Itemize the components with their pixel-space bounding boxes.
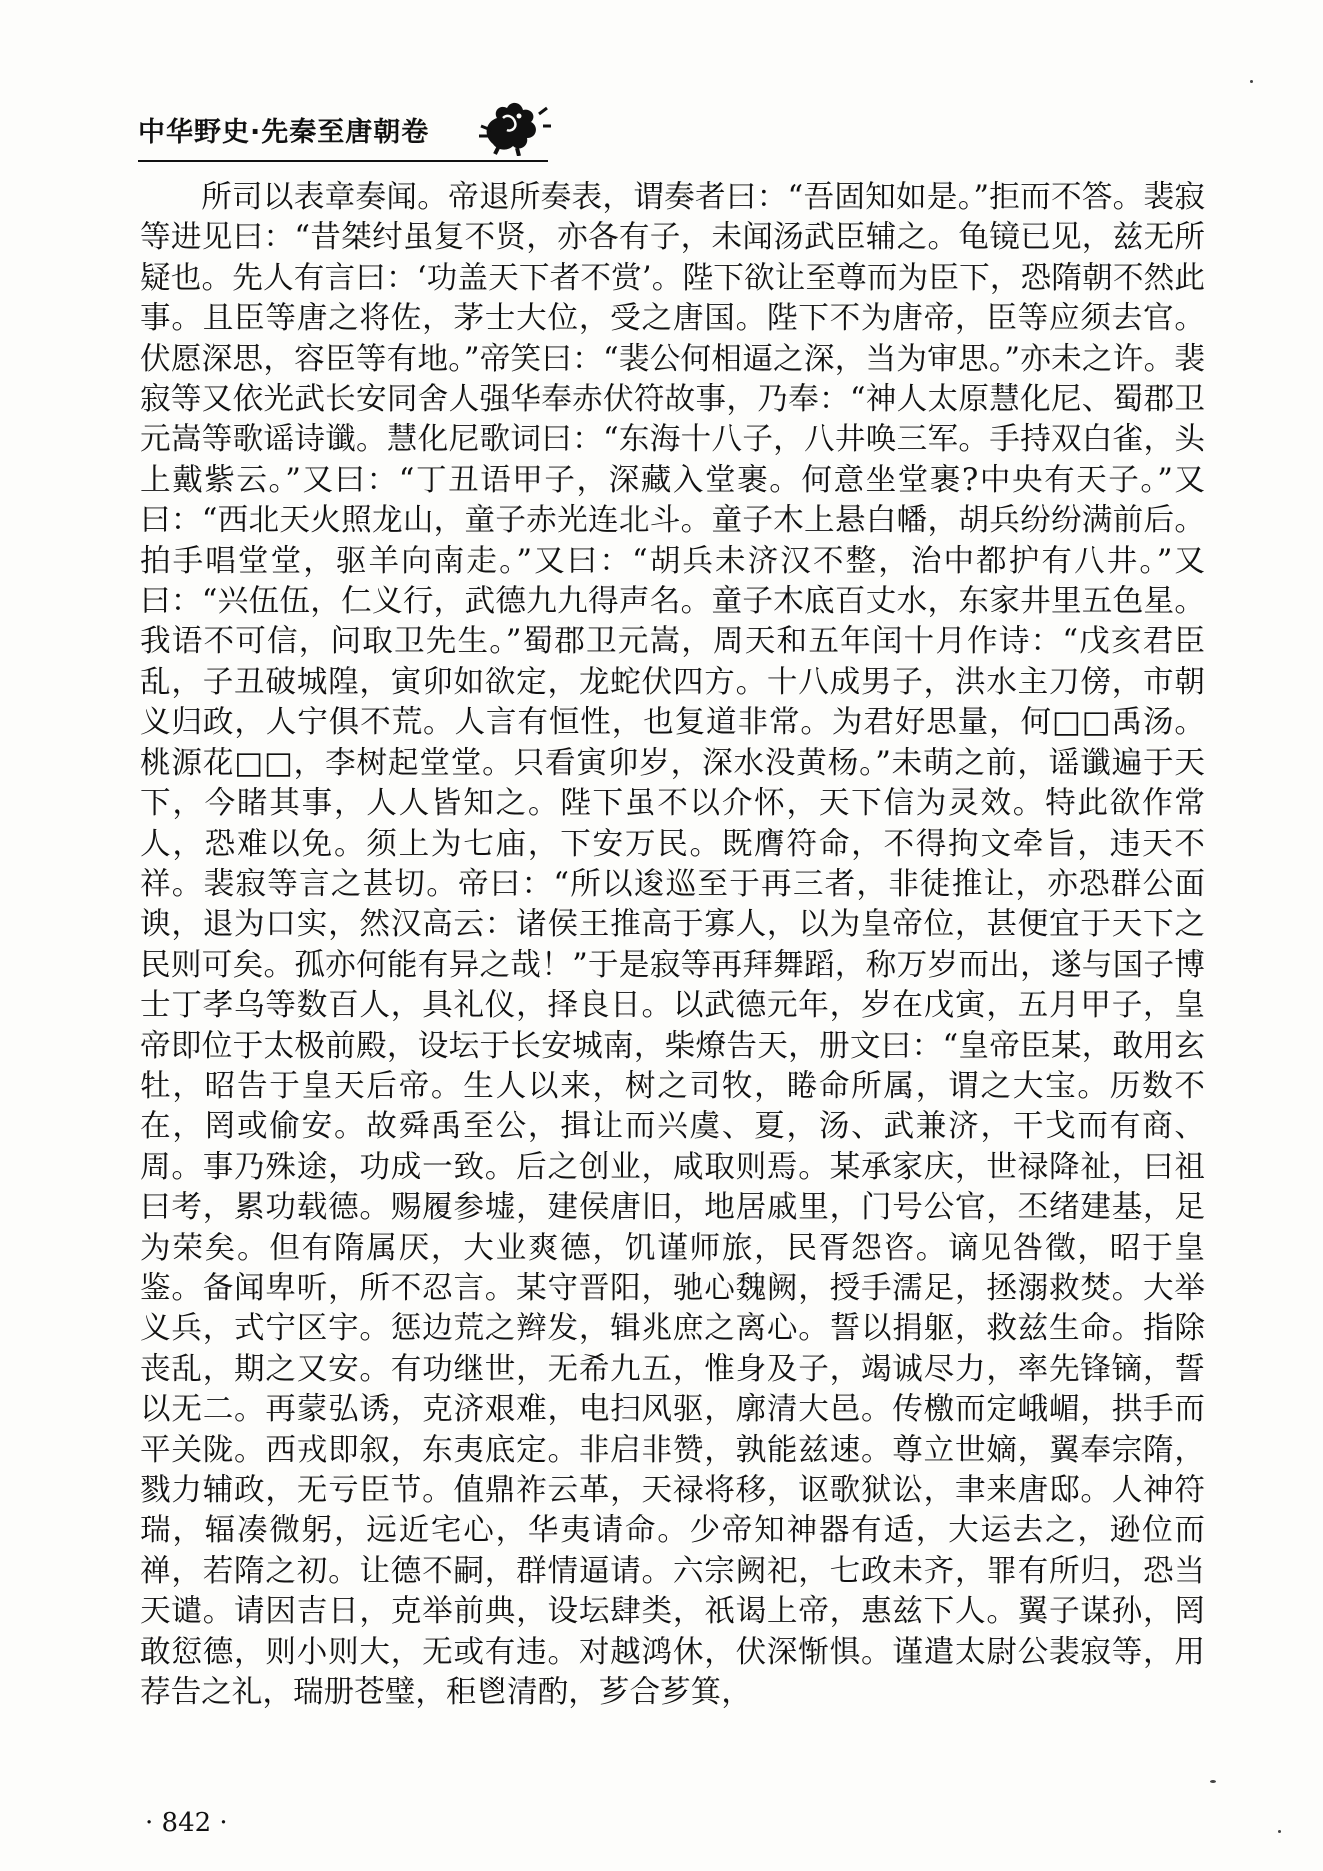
- scan-speck: [1210, 1780, 1216, 1783]
- scan-speck: [1278, 1830, 1281, 1833]
- header-rule: [138, 160, 548, 162]
- scan-speck: [1250, 80, 1253, 83]
- body-paragraph: 所司以表章奏闻。帝退所奏表，谓奏者曰：“吾固知如是。”拒而不答。裴寂等进见曰：“昔桀纣虽复不贤，亦各有子，未闻汤武臣辅之。龟镜已见，兹无所疑也。先人有言曰：‘功盖天下者不赏’。陛下欲让至尊而为臣下，恐隋朝不然此事。且臣等唐之将佐，茅士大位，受之唐国。陛下不为唐帝，臣等应须去官。伏愿深思，容臣等有地。”帝笑曰：“裴公何相逼之深，当为审思。”亦未之许。裴寂等又依光武长安同舍人强华奉赤伏符故事，乃奉：“神人太原慧化尼、蜀郡卫元嵩等歌谣诗谶。慧化尼歌词曰：“东海十八子，八井唤三军。手持双白雀，头上戴紫云。”又曰：“丁丑语甲子，深藏入堂裹。何意坐堂裹?中央有天子。”又曰：“西北天火照龙山，童子赤光连北斗。童子木上悬白幡，胡兵纷纷满前后。拍手唱堂堂，驱羊向南走。”又曰：“胡兵未济汉不整，治中都护有八井。”又曰：“兴伍伍，仁义行，武德九九得声名。童子木底百丈水，东家井里五色星。我语不可信，问取卫先生。”蜀郡卫元嵩，周天和五年闰十月作诗：“戊亥君臣乱，子丑破城隍，寅卯如欲定，龙蛇伏四方。十八成男子，洪水主刀傍，市朝义归政，人宁俱不荒。人言有恒性，也复道非常。为君好思量，何□□禹汤。桃源花□□，李树起堂堂。只看寅卯岁，深水没黄杨。”未萌之前，谣谶遍于天下，今睹其事，人人皆知之。陛下虽不以介怀，天下信为灵效。特此欲作常人，恐难以免。须上为七庙，下安万民。既膺符命，不得拘文牵旨，违天不祥。裴寂等言之甚切。帝曰：“所以逡巡至于再三者，非徒推让，亦恐群公面谀，退为口实，然汉高云：诸侯王推高于寡人，以为皇帝位，甚便宜于天下之民则可矣。孤亦何能有异之哉！”于是寂等再拜舞蹈，称万岁而出，遂与国子博士丁孝乌等数百人，具礼仪，择良日。以武德元年，岁在戊寅，五月甲子，皇帝即位于太极前殿，设坛于长安城南，柴燎告天，册文曰：“皇帝臣某，敢用玄牡，昭告于皇天后帝。生人以来，树之司牧，睠命所属，谓之大宝。历数不在，罔或偷安。故舜禹至公，揖让而兴虞、夏，汤、武兼济，干戈而有商、周。事乃殊途，功成一致。后之创业，咸取则焉。某承家庆，世禄降祉，曰祖曰考，累功载德。赐履参墟，建侯唐旧，地居戚里，门号公官，丕绪建基，足为荣矣。但有隋属厌，大业爽德，饥谨师旅，民胥怨咨。谪见咎徵，昭于皇鉴。备闻卑听，所不忍言。某守晋阳，驰心魏阙，授手濡足，拯溺救焚。大举义兵，式宁区宇。惩边荒之辫发，辑兆庶之离心。誓以捐躯，救兹生命。指除丧乱，期之又安。有功继世，无希九五，惟身及子，竭诚尽力，率先锋镝，誓以无二。再蒙弘诱，克济艰难，电扫风驱，廓清大邑。传檄而定峨嵋，拱手而平关陇。西戎即叙，东夷底定。非启非赞，孰能兹速。尊立世嫡，翼奉宗隋，戮力辅政，无亏臣节。值鼎祚云革，天禄将移，讴歌狱讼，聿来唐邸。人神符瑞，辐凑微躬，远近宅心，华夷请命。少帝知神器有适，大运去之，逊位而禅，若隋之初。让德不嗣，群情逼请。六宗阙祀，七政未齐，罪有所归，恐当天谴。请因吉日，克举前典，设坛肆类，祇谒上帝，惠兹下人。翼子谋孙，罔敢愆德，则小则大，无或有违。对越鸿休，伏深惭惧。谨遣太尉公裴寂等，用荐告之礼，瑞册苍璧，秬鬯清酌，芗合芗箕，: [140, 180, 1205, 1711]
- book-title: 中华野史·先秦至唐朝卷: [138, 117, 430, 148]
- dragon-emblem-icon: [473, 96, 553, 156]
- page-number: · 842 ·: [145, 1808, 228, 1838]
- running-header: [138, 96, 558, 158]
